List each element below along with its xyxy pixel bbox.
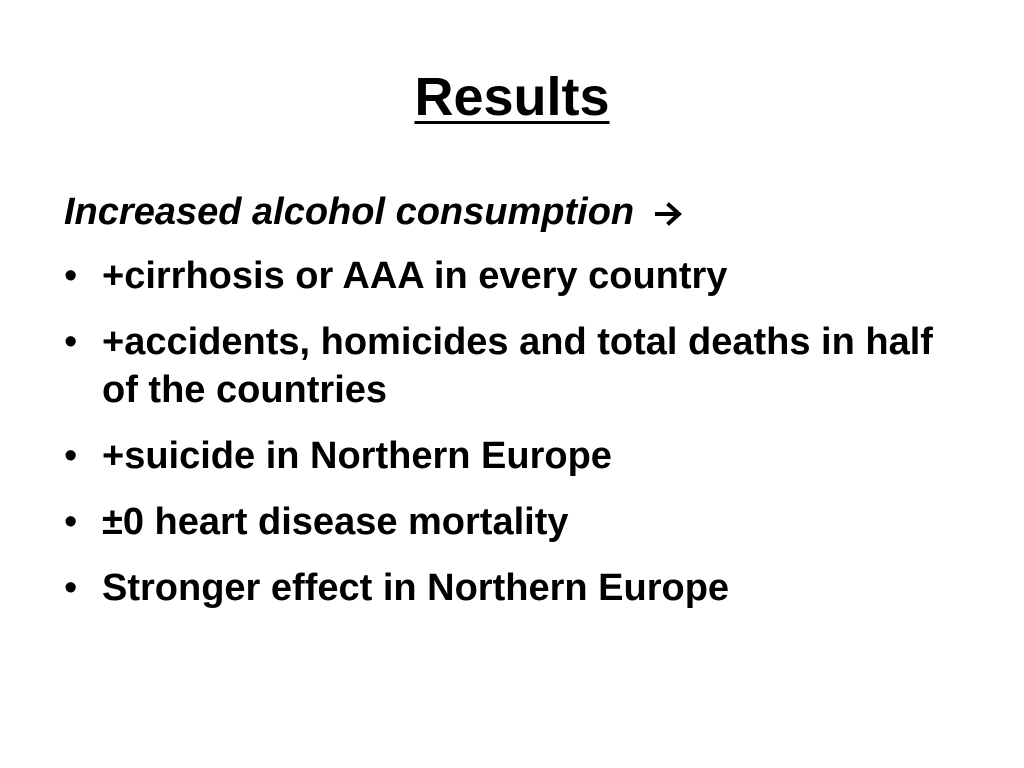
bullet-text: +accidents, homicides and total deaths in half of the countries — [102, 321, 933, 411]
bullet-text: ±0 heart disease mortality — [102, 501, 569, 543]
bullet-dot: • — [64, 501, 78, 543]
right-arrow-icon — [655, 189, 685, 237]
bullet-text: +suicide in Northern Europe — [102, 435, 612, 477]
bullet-text: +cirrhosis or AAA in every country — [102, 255, 728, 297]
bullet-dot: • — [64, 567, 78, 609]
lead-line — [64, 188, 685, 237]
bullet-text: Stronger effect in Northern Europe — [102, 567, 730, 609]
list-item — [64, 564, 964, 612]
lead-text: Increased alcohol consumption — [64, 191, 635, 233]
list-item — [64, 432, 964, 480]
bullet-dot: • — [64, 255, 78, 297]
list-item — [64, 252, 964, 300]
list-item — [64, 318, 964, 414]
slide-title: Results — [414, 67, 610, 127]
list-item — [64, 498, 964, 546]
bullet-dot: • — [64, 435, 78, 477]
bullet-dot: • — [64, 321, 78, 363]
bullet-list — [64, 252, 964, 630]
